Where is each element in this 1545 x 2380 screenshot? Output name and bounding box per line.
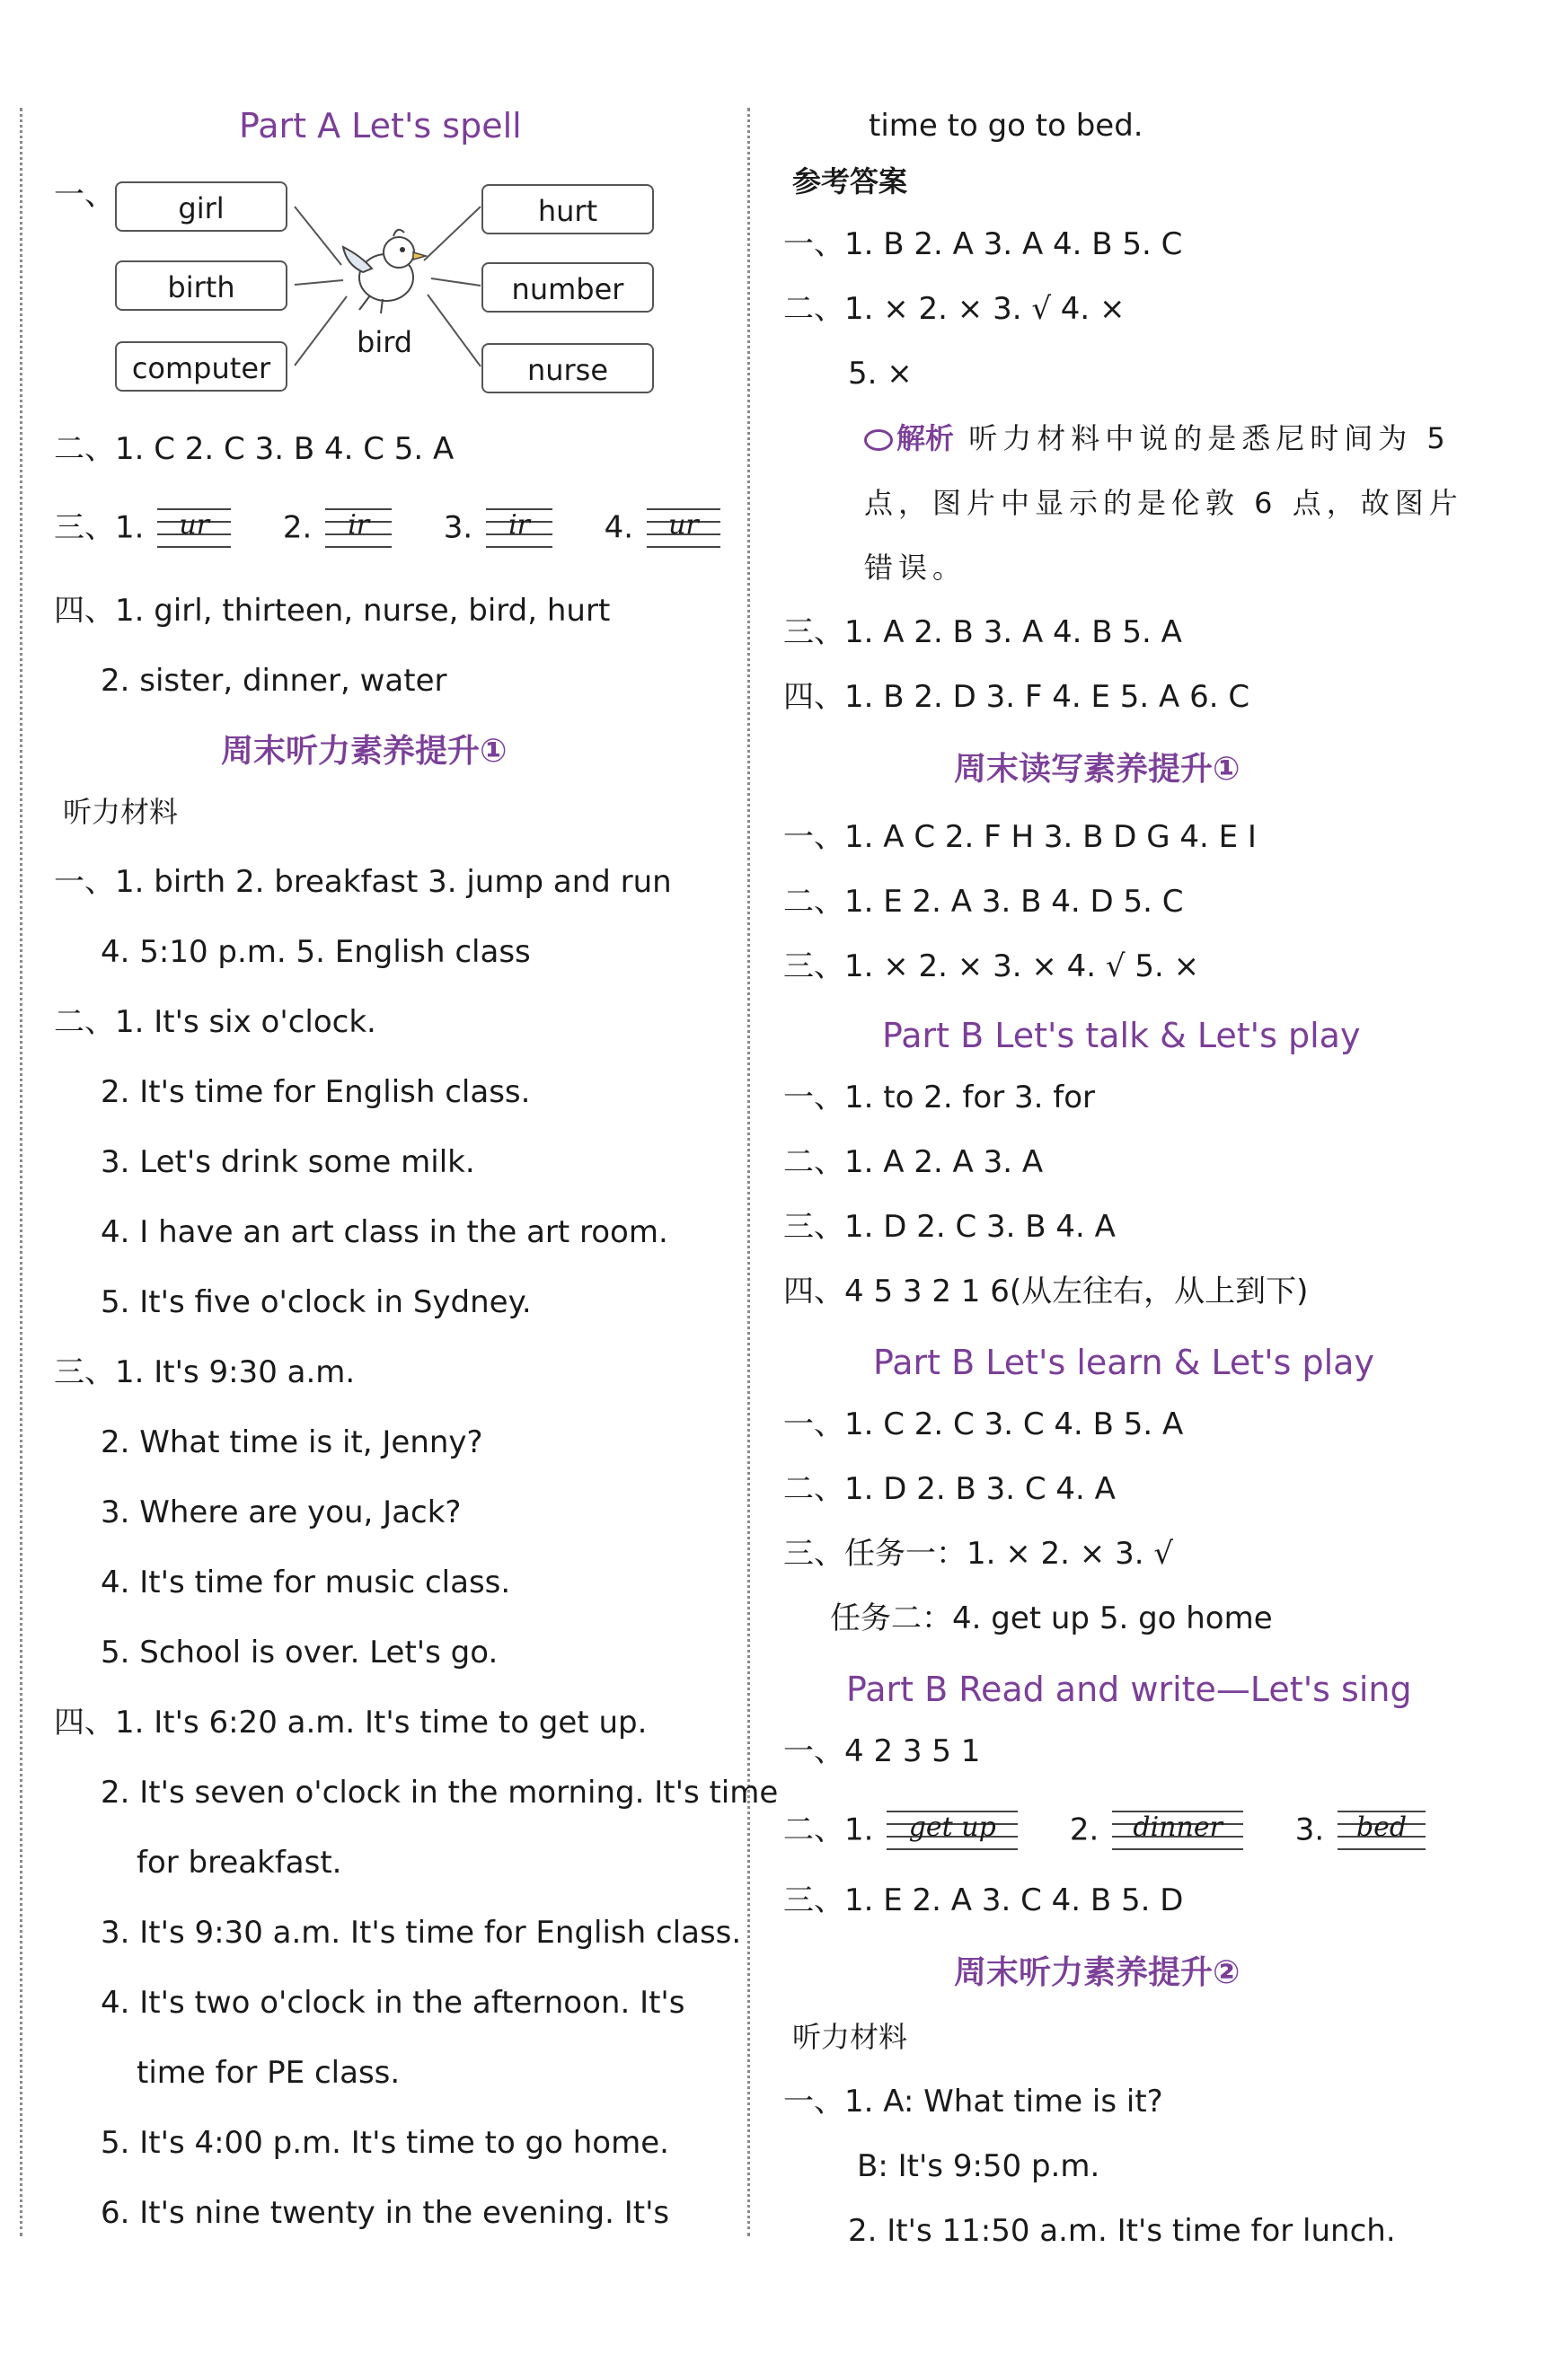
pb3-q2 — [783, 1807, 1431, 1856]
answers-label: 参考答案 — [792, 164, 908, 198]
s4-line-6-cont: time to go to bed. — [869, 108, 1143, 144]
analysis-line-2: 点，图片中显示的是伦敦 6 点，故图片 — [864, 486, 1463, 520]
pb1-q1: 一、1. to 2. for 3. for — [783, 1080, 1095, 1115]
pb3-q2-num-2: 2. — [1069, 1811, 1099, 1848]
q3-num-2: 2. — [282, 509, 313, 546]
bird-label: bird — [357, 325, 413, 359]
pb1-q4: 四、4 5 3 2 1 6(从左往右，从上到下) — [783, 1274, 1309, 1309]
pb3-q1: 一、4 2 3 5 1 — [783, 1733, 981, 1769]
s2-line-4: 4. I have an art class in the art room. — [101, 1214, 668, 1250]
blank-answer-bed: bed — [1355, 1811, 1408, 1843]
pb3-q2-label: 二、1. — [783, 1811, 874, 1848]
wl2-line-1: 一、1. A: What time is it? — [783, 2084, 1163, 2120]
writing-blank-2 — [325, 505, 392, 553]
s3-line-3: 3. Where are you, Jack? — [101, 1494, 462, 1530]
weekend-rw-1-title: 周末读写素养提升① — [954, 751, 1240, 788]
s4-line-6: 6. It's nine twenty in the evening. It's — [101, 2195, 670, 2231]
part-b-learn-title: Part B Let's learn & Let's play — [873, 1343, 1374, 1382]
word-box-nurse: nurse — [481, 343, 654, 393]
pb1-q2: 二、1. A 2. A 3. A — [783, 1144, 1044, 1180]
q3-num-3: 3. — [443, 509, 473, 546]
pb2-q4: 任务二：4. get up 5. go home — [830, 1600, 1273, 1636]
q3-answers — [54, 505, 726, 553]
s2-line-1: 二、1. It's six o'clock. — [54, 1004, 376, 1040]
ans-q1: 一、1. B 2. A 3. A 4. B 5. C — [783, 226, 1183, 262]
s2-line-2: 2. It's time for English class. — [101, 1074, 531, 1110]
blank-answer-1: ur — [179, 509, 210, 541]
word-box-birth: birth — [115, 260, 287, 311]
part-a-title: Part A Let's spell — [239, 106, 522, 145]
bird-icon — [340, 220, 438, 319]
s2-line-5: 5. It's five o'clock in Sydney. — [101, 1284, 532, 1320]
s2-line-3: 3. Let's drink some milk. — [101, 1144, 475, 1180]
word-box-number: number — [481, 262, 654, 313]
s3-line-2: 2. What time is it, Jenny? — [101, 1424, 483, 1460]
writing-blank-bed — [1338, 1807, 1426, 1856]
listening-material-label: 听力材料 — [63, 795, 179, 829]
weekend-listening-1-title: 周末听力素养提升① — [221, 733, 508, 770]
q4-line-2: 2. sister, dinner, water — [101, 663, 447, 699]
blank-answer-2: ir — [348, 509, 370, 541]
part-b-talk-title: Part B Let's talk & Let's play — [882, 1016, 1361, 1055]
s4-line-3: 3. It's 9:30 a.m. It's time for English class. — [101, 1915, 742, 1951]
s4-line-1: 四、1. It's 6:20 a.m. It's time to get up. — [54, 1705, 648, 1741]
rw1-q2: 二、1. E 2. A 3. B 4. D 5. C — [783, 884, 1184, 920]
s1-line-1: 一、1. birth 2. breakfast 3. jump and run — [54, 864, 672, 900]
analysis-line-1 — [864, 419, 1451, 458]
word-box-hurt: hurt — [481, 184, 654, 234]
column-divider — [747, 108, 750, 2236]
writing-blank-1 — [157, 505, 231, 553]
word-box-girl: girl — [115, 181, 287, 232]
pb3-q3: 三、1. E 2. A 3. C 4. B 5. D — [783, 1882, 1184, 1918]
writing-blank-getup — [887, 1807, 1018, 1856]
s4-line-2a: 2. It's seven o'clock in the morning. It's time — [101, 1775, 779, 1811]
s3-line-1: 三、1. It's 9:30 a.m. — [54, 1354, 356, 1390]
blank-answer-4: ur — [668, 509, 699, 541]
s4-line-4a: 4. It's two o'clock in the afternoon. It's — [101, 1985, 685, 2021]
analysis-label: 解析 — [896, 421, 955, 455]
pb2-q3: 三、任务一：1. × 2. × 3. √ — [783, 1536, 1173, 1572]
analysis-text-1: 听力材料中说的是悉尼时间为 5 — [954, 421, 1451, 455]
listening-material-label-2: 听力材料 — [792, 2020, 908, 2054]
blank-answer-3: ir — [508, 509, 531, 541]
ans-q2-line-2: 5. × — [848, 356, 913, 392]
s3-line-4: 4. It's time for music class. — [101, 1565, 511, 1600]
weekend-listening-2-title: 周末听力素养提升② — [954, 1954, 1240, 1991]
part-b-read-write-title: Part B Read and write—Let's sing — [846, 1670, 1412, 1709]
pb3-q2-num-3: 3. — [1294, 1811, 1325, 1848]
ans-q4: 四、1. B 2. D 3. F 4. E 5. A 6. C — [783, 679, 1250, 715]
s4-line-4b: time for PE class. — [137, 2055, 401, 2091]
s4-line-5: 5. It's 4:00 p.m. It's time to go home. — [101, 2125, 669, 2161]
blank-answer-dinner: dinner — [1133, 1811, 1223, 1843]
writing-blank-dinner — [1112, 1807, 1243, 1856]
rw1-q3: 三、1. × 2. × 3. × 4. √ 5. × — [783, 948, 1200, 984]
pb2-q2: 二、1. D 2. B 3. C 4. A — [783, 1471, 1116, 1507]
pb2-q1: 一、1. C 2. C 3. C 4. B 5. A — [783, 1406, 1184, 1442]
s1-line-2: 4. 5:10 p.m. 5. English class — [101, 934, 531, 970]
s3-line-5: 5. School is over. Let's go. — [101, 1635, 499, 1670]
ans-q2-line-1: 二、1. × 2. × 3. √ 4. × — [783, 291, 1126, 327]
pb1-q3: 三、1. D 2. C 3. B 4. A — [783, 1209, 1116, 1245]
writing-blank-4 — [647, 505, 720, 553]
q2-answers: 二、1. C 2. C 3. B 4. C 5. A — [54, 431, 455, 467]
writing-blank-3 — [486, 505, 552, 553]
analysis-icon — [864, 429, 893, 451]
q3-label: 三、1. — [54, 509, 145, 546]
analysis-line-3: 错误。 — [864, 551, 967, 585]
q1-label: 一、 — [54, 177, 115, 213]
blank-answer-getup: get up — [908, 1811, 996, 1843]
ans-q3: 三、1. A 2. B 3. A 4. B 5. A — [783, 614, 1182, 650]
rw1-q1: 一、1. A C 2. F H 3. B D G 4. E I — [783, 819, 1257, 855]
wl2-line-2: B: It's 9:50 p.m. — [857, 2148, 1100, 2184]
word-box-computer: computer — [115, 341, 287, 392]
wl2-line-3: 2. It's 11:50 a.m. It's time for lunch. — [848, 2213, 1396, 2249]
q4-line-1: 四、1. girl, thirteen, nurse, bird, hurt — [54, 593, 611, 629]
q3-num-4: 4. — [604, 509, 634, 546]
left-margin-rule — [20, 108, 22, 2236]
s4-line-2b: for breakfast. — [137, 1845, 342, 1881]
